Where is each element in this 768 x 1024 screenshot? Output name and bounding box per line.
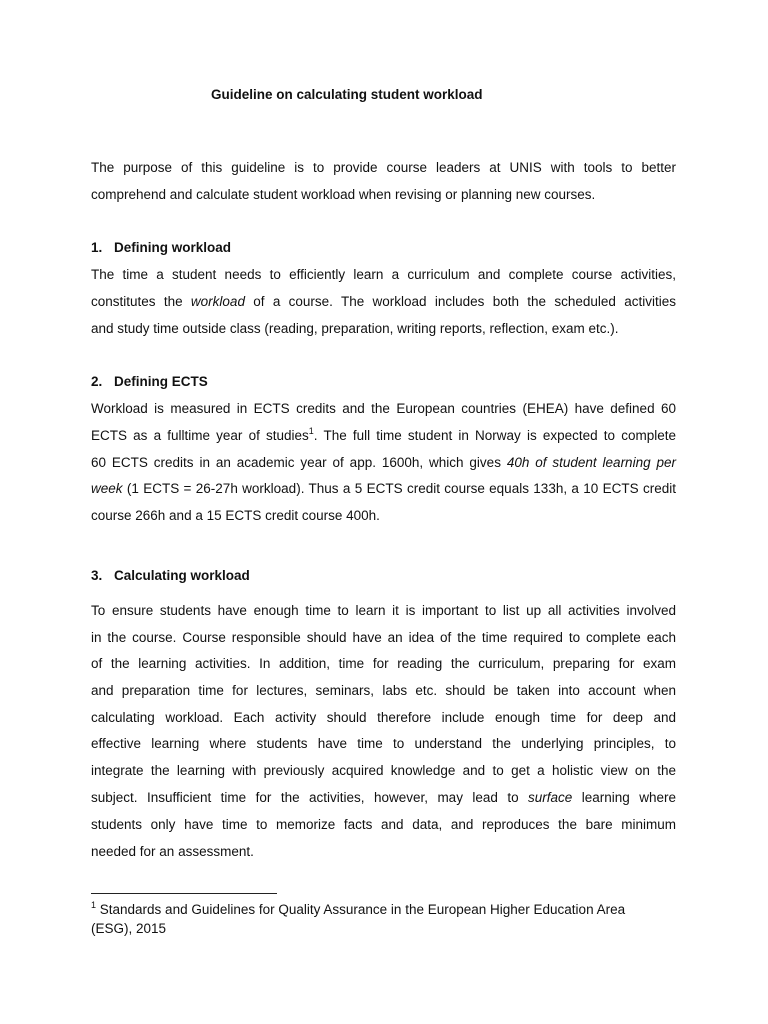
- section-3-line-2: in the course. Course responsible should have an idea of the time required to complete each: [91, 630, 676, 645]
- section-2-line-2: ECTS as a fulltime year of studies$^1$. The full time student in Norway is expected to complete: [91, 425, 676, 443]
- footnote-reference: 1: [308, 425, 314, 436]
- section-2-line-4: week (1 ECTS = 26-27h workload). Thus a 5 ECTS credit course equals 133h, a 10 ECTS credit: [91, 481, 676, 496]
- footnote-marker: 1: [91, 899, 97, 910]
- section-3-line-3: of the learning activities. In addition, time for reading the curriculum, preparing for exam: [91, 656, 676, 671]
- section-1-line-3: and study time outside class (reading, preparation, writing reports, reflection, exam etc.).: [91, 321, 619, 336]
- footnote-line-1: $^1$ Standards and Guidelines for Quality Assurance in the European Higher Education Area: [91, 899, 626, 917]
- section-2-line-3: 60 ECTS credits in an academic year of app. 1600h, which gives 40h of student learning per: [91, 455, 676, 470]
- section-3-line-10: needed for an assessment.: [91, 844, 254, 859]
- section-2-number: 2.: [91, 374, 103, 389]
- intro-line-1: The purpose of this guideline is to provide course leaders at UNIS with tools to better: [91, 160, 676, 175]
- footnote-separator: [91, 893, 277, 894]
- section-3-line-7: integrate the learning with previously acquired knowledge and to get a holistic view on the: [91, 763, 676, 778]
- section-2-heading: [91, 374, 208, 389]
- workload-emphasis: workload: [190, 294, 245, 309]
- section-1-line-1: The time a student needs to efficiently learn a curriculum and complete course activities,: [91, 267, 676, 282]
- document-title: Guideline on calculating student workload: [211, 87, 483, 102]
- section-3-line-9: students only have time to memorize facts and data, and reproduces the bare minimum: [91, 817, 676, 832]
- intro-line-2: comprehend and calculate student workload when revising or planning new courses.: [91, 187, 596, 202]
- section-2-title: Defining ECTS: [114, 374, 208, 389]
- section-3-heading: [91, 568, 250, 583]
- footnote-line-2: (ESG), 2015: [91, 921, 167, 936]
- section-1-number: 1.: [91, 240, 103, 255]
- section-3-line-1: To ensure students have enough time to learn it is important to list up all activities involved: [91, 603, 676, 618]
- surface-emphasis: surface: [528, 790, 573, 805]
- section-3-line-4: and preparation time for lectures, seminars, labs etc. should be taken into account when: [91, 683, 676, 698]
- section-3-line-6: effective learning where students have time to understand the underlying principles, to: [91, 736, 676, 751]
- section-3-line-5: calculating workload. Each activity should therefore include enough time for deep and: [91, 710, 676, 725]
- section-1-line-2: constitutes the workload of a course. The workload includes both the scheduled activities: [91, 294, 676, 309]
- section-3-line-8: subject. Insufficient time for the activities, however, may lead to surface learning where: [91, 790, 676, 805]
- learning-per-week-emphasis: 40h of student learning per: [506, 455, 676, 470]
- section-3-number: 3.: [91, 568, 103, 583]
- section-2-line-5: course 266h and a 15 ECTS credit course 400h.: [91, 508, 380, 523]
- section-1-title: Defining workload: [114, 240, 232, 255]
- week-emphasis: week: [91, 481, 123, 496]
- section-3-title: Calculating workload: [114, 568, 250, 583]
- section-2-line-1: Workload is measured in ECTS credits and the European countries (EHEA) have defined 60: [91, 401, 676, 416]
- section-1-heading: [91, 240, 231, 255]
